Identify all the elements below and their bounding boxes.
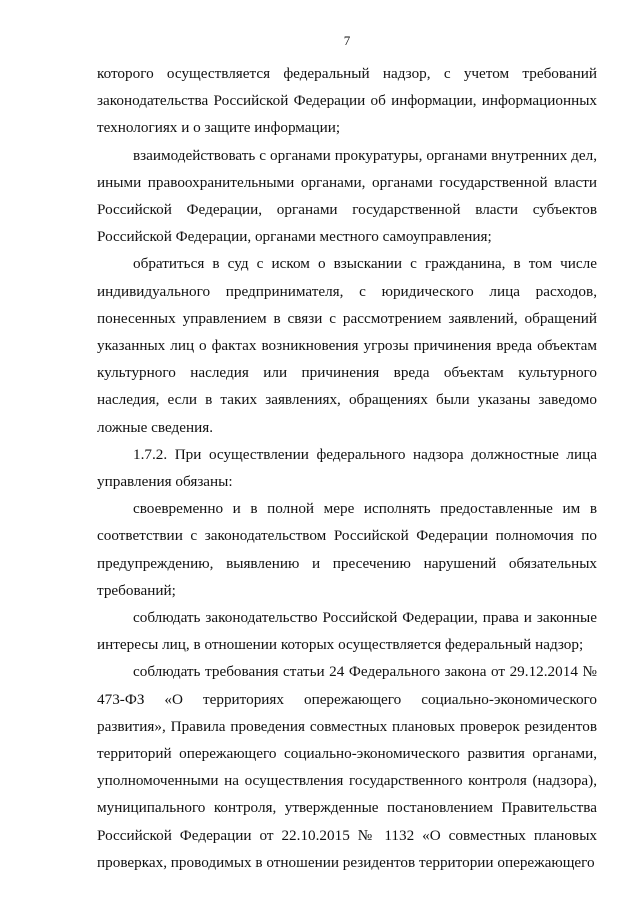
paragraph-duty-article-24: соблюдать требования статьи 24 Федерального закона от 29.12.2014 № 473-ФЗ «О территориях опережающего социально-экономического развития», Правила проведения совместных плановых проверок резидентов территорий опережающего социально-экономического развития органами, уполномоченными на осуществления государственного контроля (надзора), муниципального контроля, утвержденные постановлением Правительства Российской Федерации от 22.10.2015 № 1132 «О совместных плановых проверках, проводимых в отношении резидентов территории опережающего	[97, 663, 597, 871]
paragraph-court-claim: обратиться в суд с иском о взыскании с гражданина, в том числе индивидуального предпринимателя, с юридического лица расходов, понесенных управлением в связи с рассмотрением заявлений, обращений указанных лиц о фактах возникновения угрозы причинения вреда объектам культурного наследия или причинения вреда объектам культурного наследия, если в таких заявлениях, обращениях были указаны заведомо ложные сведения.	[97, 255, 597, 436]
paragraph-interaction: взаимодействовать с органами прокуратуры, органами внутренних дел, иными правоохранительными органами, органами государственной власти Российской Федерации, органами государственной власти субъектов Российской Федерации, органами местного самоуправления;	[97, 146, 597, 246]
page-number: 7	[343, 33, 351, 48]
paragraph-duty-legislation: соблюдать законодательство Российской Федерации, права и законные интересы лиц, в отношении которых осуществляется федеральный надзор;	[97, 609, 597, 654]
paragraph-section-1-7-2: 1.7.2. При осуществлении федерального надзора должностные лица управления обязаны:	[97, 445, 597, 491]
paragraph-duty-powers: своевременно и в полной мере исполнять предоставленные им в соответствии с законодательством Российской Федерации полномочия по предупреждению, выявлению и пресечению нарушений обязательных требований;	[97, 500, 597, 599]
document-page	[97, 32, 597, 876]
paragraph-continuation: которого осуществляется федеральный надзор, с учетом требований законодательства Российской Федерации об информации, информационных технологиях и о защите информации;	[97, 65, 597, 137]
